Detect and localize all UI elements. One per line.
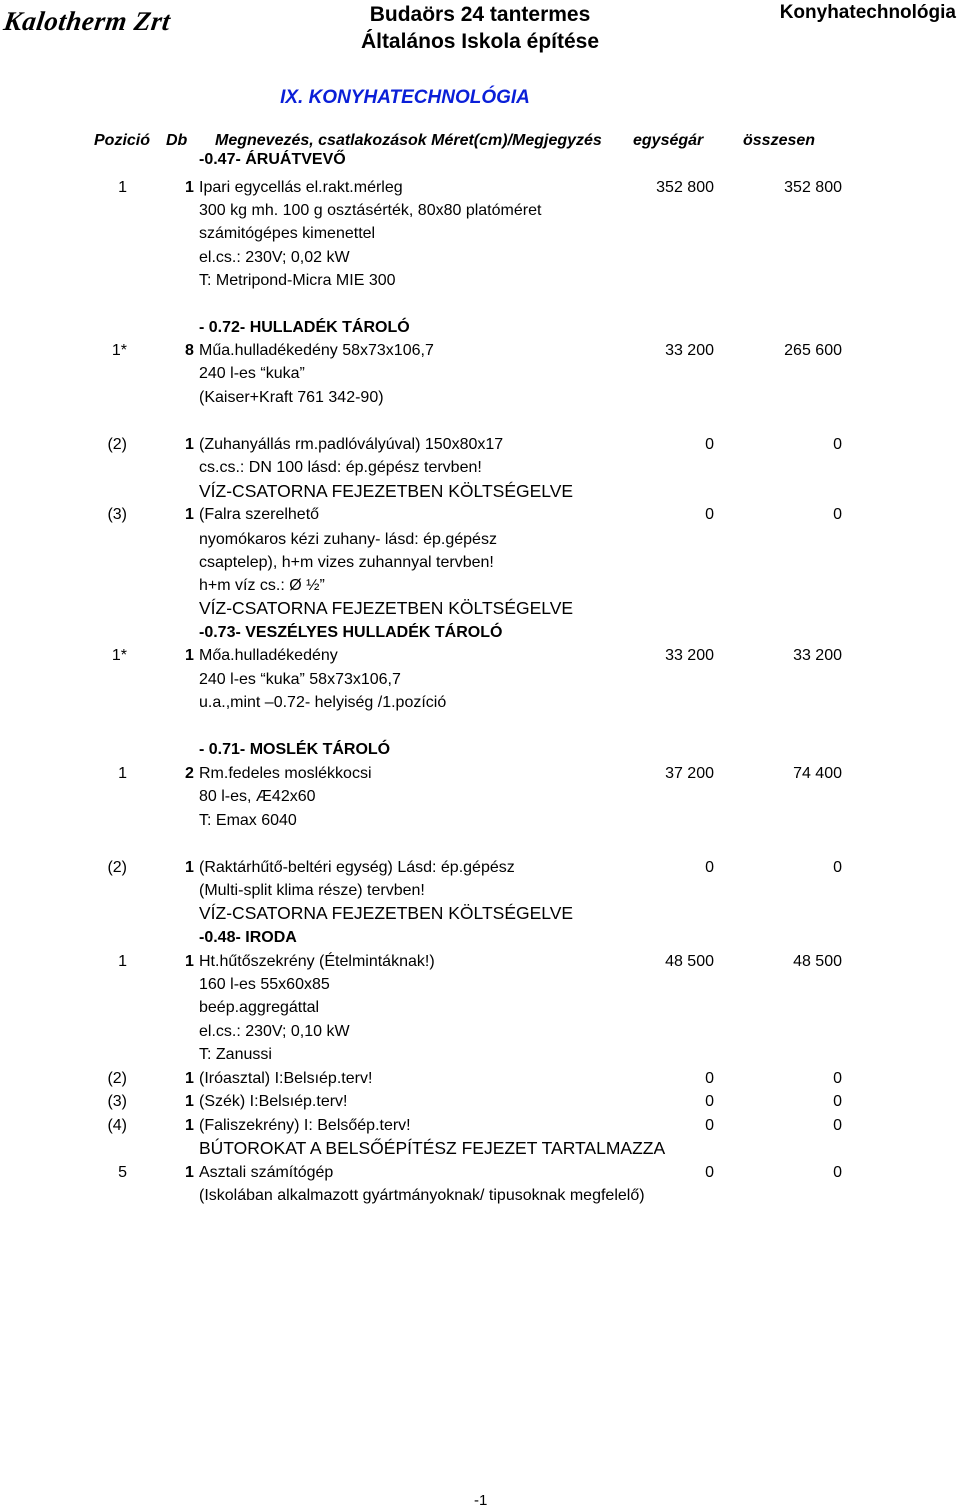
row-description: (Raktárhűtő-beltéri egység) Lásd: ép.gépész [199,859,515,876]
row-description: (Szék) I:Belsıép.terv! [199,1093,348,1110]
row-total: 0 [833,1164,842,1181]
row-heading: VÍZ-CSATORNA FEJEZETBEN KÖLTSÉGELVE [199,598,574,618]
row-heading: BÚTOROKAT A BELSŐÉPÍTÉSZ FEJEZET TARTALMAZZA [199,1138,666,1158]
row-description: (Iróasztal) I:Belsıép.terv! [199,1070,373,1087]
row-position: 1 [118,179,127,196]
document-title-line1: Budaörs 24 tantermes [369,3,591,26]
row-quantity: 1 [185,436,194,453]
row-description: 240 l-es “kuka” 58x73x106,7 [199,671,401,688]
row-description: csaptelep), h+m vizes zuhannyal tervben! [199,554,494,571]
row-description: T: Emax 6040 [199,812,297,829]
row-description: T: Zanussi [199,1046,272,1063]
row-quantity: 1 [185,179,194,196]
row-heading: VÍZ-CSATORNA FEJEZETBEN KÖLTSÉGELVE [199,481,574,501]
page-number: -1 [474,1492,488,1509]
row-total: 48 500 [793,953,842,970]
row-heading: - 0.71- MOSLÉK TÁROLÓ [199,741,391,758]
column-header-quantity: Db [166,132,188,149]
row-description: (Falra szerelhető [199,506,320,523]
row-total: 0 [833,506,842,523]
row-position: 1* [111,342,127,359]
row-total: 33 200 [793,647,842,664]
row-quantity: 1 [185,1117,194,1134]
row-heading: -0.73- VESZÉLYES HULLADÉK TÁROLÓ [199,624,503,641]
row-quantity: 1 [185,1093,194,1110]
row-position: 1 [118,953,127,970]
row-description: nyomókaros kézi zuhany- lásd: ép.gépész [199,531,497,548]
row-position: (3) [107,506,127,523]
row-unit-price: 33 200 [665,647,714,664]
row-unit-price: 48 500 [665,953,714,970]
row-unit-price: 0 [705,859,714,876]
row-description: cs.cs.: DN 100 lásd: ép.gépész tervben! [199,459,482,476]
row-description: Rm.fedeles moslékkocsi [199,765,372,782]
row-description: (Faliszekrény) I: Belsőép.terv! [199,1117,411,1134]
row-unit-price: 0 [705,506,714,523]
row-unit-price: 33 200 [665,342,714,359]
row-total: 0 [833,1117,842,1134]
row-heading: VÍZ-CSATORNA FEJEZETBEN KÖLTSÉGELVE [199,903,574,923]
row-description: 160 l-es 55x60x85 [199,976,330,993]
row-description: (Multi-split klima része) tervben! [199,882,425,899]
document-section-label: Konyhatechnológia [779,2,956,23]
row-position: (2) [107,436,127,453]
document-title-line2: Általános Iskola építése [360,30,600,53]
row-total: 0 [833,1093,842,1110]
row-description: Asztali számítógép [199,1164,334,1181]
column-header-unit-price: egységár [633,132,704,149]
row-description: el.cs.: 230V; 0,02 kW [199,249,350,266]
row-description: Mőa.hulladékedény [199,647,338,664]
column-header-position: Pozició [94,132,151,149]
row-unit-price: 0 [705,1070,714,1087]
row-heading: -0.47- ÁRUÁTVEVŐ [199,151,346,168]
row-total: 352 800 [784,179,842,196]
row-quantity: 2 [185,765,194,782]
row-unit-price: 37 200 [665,765,714,782]
row-description: (Zuhanyállás rm.padlóvályúval) 150x80x17 [199,436,504,453]
column-header-total: összesen [743,132,816,149]
row-total: 265 600 [784,342,842,359]
row-unit-price: 0 [705,1164,714,1181]
row-description: Műa.hulladékedény 58x73x106,7 [199,342,434,359]
row-total: 0 [833,1070,842,1087]
row-position: (4) [107,1117,127,1134]
row-description: beép.aggregáttal [199,999,320,1016]
row-unit-price: 0 [705,436,714,453]
row-quantity: 1 [185,859,194,876]
row-position: 5 [118,1164,127,1181]
row-description: Ipari egycellás el.rakt.mérleg [199,179,403,196]
row-heading: - 0.72- HULLADÉK TÁROLÓ [199,319,410,336]
row-position: (3) [107,1093,127,1110]
row-description: Ht.hűtőszekrény (Ételmintáknak!) [199,953,435,970]
row-description: el.cs.: 230V; 0,10 kW [199,1023,350,1040]
row-description: 300 kg mh. 100 g osztásérték, 80x80 platóméret [199,202,542,219]
row-quantity: 1 [185,506,194,523]
row-position: 1 [118,765,127,782]
row-position: 1* [111,647,127,664]
row-total: 0 [833,436,842,453]
row-quantity: 1 [185,1070,194,1087]
row-heading: -0.48- IRODA [199,929,297,946]
row-description: u.a.,mint –0.72- helyiség /1.pozíció [199,694,447,711]
row-total: 74 400 [793,765,842,782]
row-description: T: Metripond-Micra MIE 300 [199,272,396,289]
row-description: számitógépes kimenettel [199,225,376,242]
row-quantity: 1 [185,647,194,664]
column-header-description: Megnevezés, csatlakozások Méret(cm)/Megjegyzés [215,132,602,149]
row-position: (2) [107,859,127,876]
row-quantity: 1 [185,1164,194,1181]
row-description: 240 l-es “kuka” [199,365,305,382]
row-description: 80 l-es, Æ42x60 [199,788,316,805]
row-unit-price: 352 800 [656,179,714,196]
row-total: 0 [833,859,842,876]
row-description: h+m víz cs.: Ø ½” [199,577,325,594]
company-logo: Kalotherm Zrt [1,6,173,36]
row-quantity: 8 [185,342,194,359]
row-position: (2) [107,1070,127,1087]
section-title: IX. KONYHATECHNOLÓGIA [280,87,530,108]
row-description: (Kaiser+Kraft 761 342-90) [199,389,384,406]
row-unit-price: 0 [705,1093,714,1110]
row-quantity: 1 [185,953,194,970]
row-unit-price: 0 [705,1117,714,1134]
row-description: (Iskolában alkalmazott gyártmányoknak/ tipusoknak megfelelő) [199,1187,645,1204]
